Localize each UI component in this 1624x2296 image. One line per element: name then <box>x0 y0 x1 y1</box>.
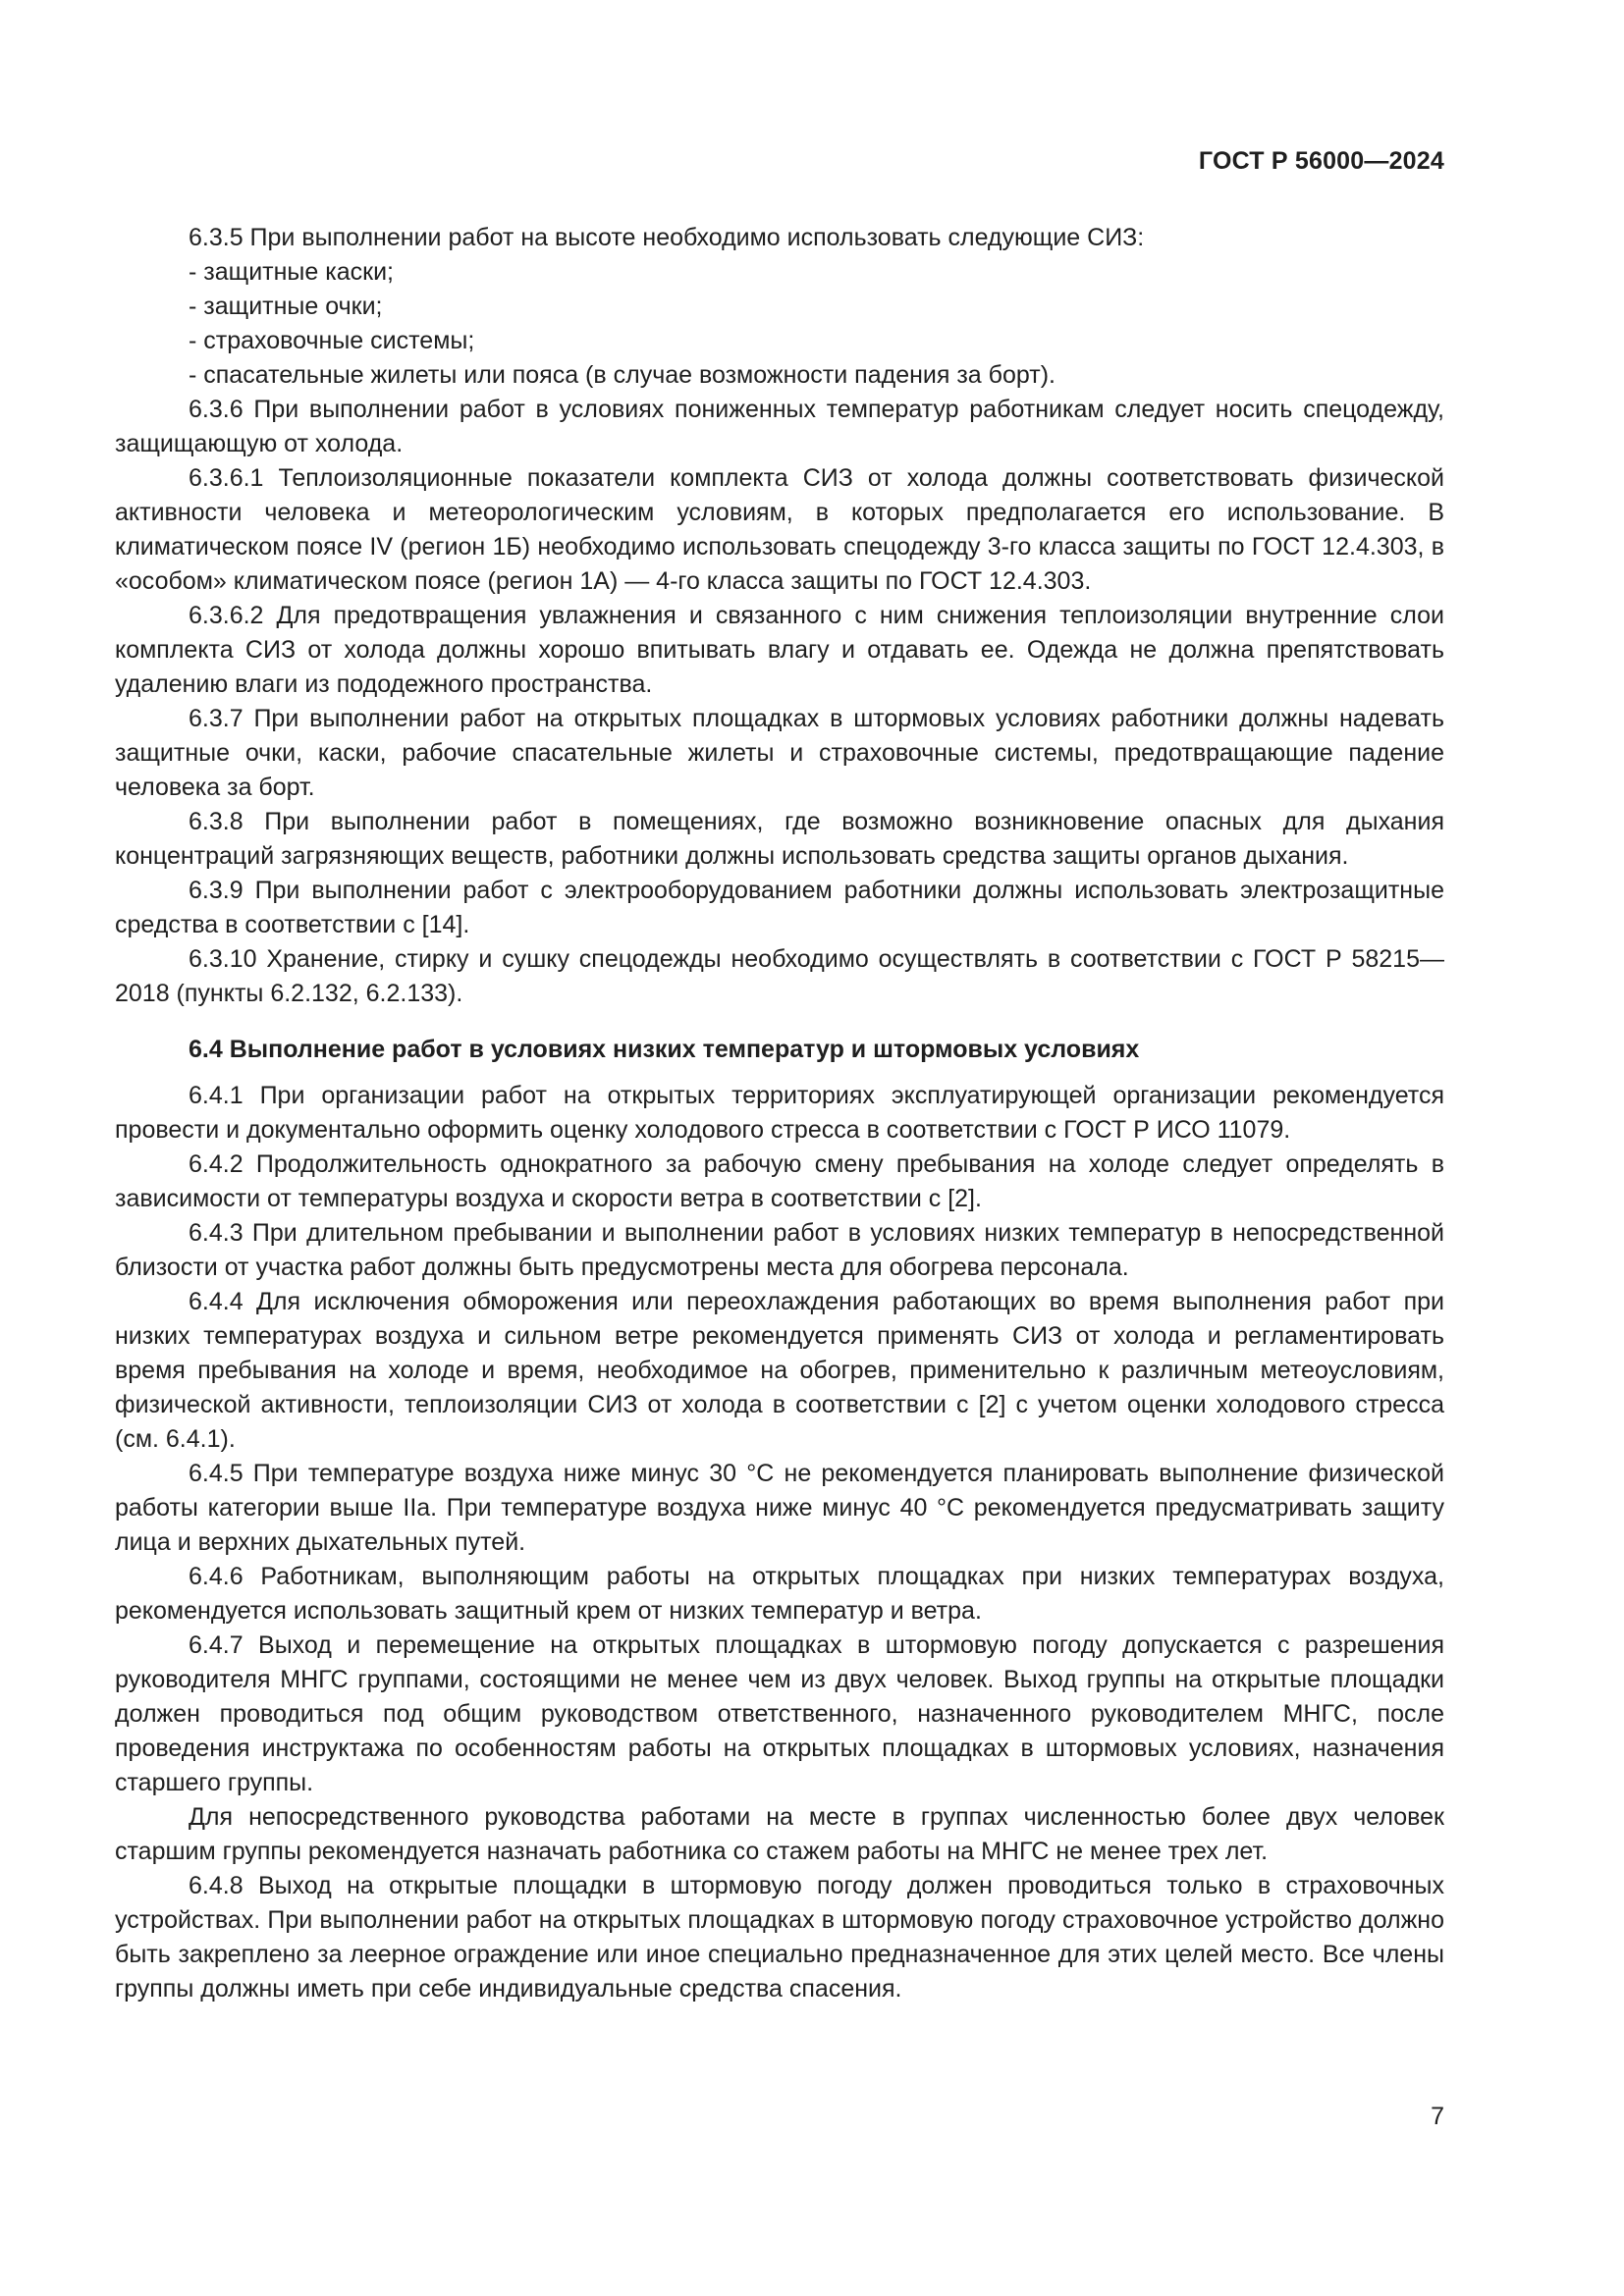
section-heading-6-4: 6.4 Выполнение работ в условиях низких температур и штормовых условиях <box>189 1036 1140 1063</box>
paragraph-6-4-2: 6.4.2 Продолжительность однократного за рабочую смену пребывания на холоде следует определять в зависимости от температуры воздуха и скорости ветра в соответствии с [2]. <box>115 1150 1444 1212</box>
document-body <box>115 221 1444 2006</box>
paragraph-6-4-5: 6.4.5 При температуре воздуха ниже минус 30 °С не рекомендуется планировать выполнение физической работы категории выше IIa. При температуре воздуха ниже минус 40 °С рекомендуется предусматривать защиту лица и верхних дыхательных путей. <box>115 1460 1444 1556</box>
paragraph-6-4-7: 6.4.7 Выход и перемещение на открытых площадках в штормовую погоду допускается с разрешения руководителя МНГС группами, состоящими не менее чем из двух человек. Выход группы на открытые площадки должен проводиться под общим руководством ответственного, назначенного руководителем МНГС, после проведения инструктажа по особенностям работы на открытых площадках в штормовых условиях, назначения старшего группы. <box>115 1631 1444 1796</box>
paragraph-6-3-9: 6.3.9 При выполнении работ с электрооборудованием работники должны использовать электрозащитные средства в соответствии с [14]. <box>115 877 1444 938</box>
document-code-header: ГОСТ Р 56000—2024 <box>1198 147 1444 175</box>
list-item: - защитные каски; <box>189 258 394 286</box>
paragraph-6-3-6-1: 6.3.6.1 Теплоизоляционные показатели комплекта СИЗ от холода должны соответствовать физической активности человека и метеорологическим условиям, в которых предполагается его использование. В климатическом поясе IV (регион 1Б) необходимо использовать спецодежду 3-го класса защиты по ГОСТ 12.4.303, в «особом» климатическом поясе (регион 1А) — 4-го класса защиты по ГОСТ 12.4.303. <box>115 464 1444 595</box>
list-item: - страховочные системы; <box>189 327 475 354</box>
paragraph-6-4-4: 6.4.4 Для исключения обморожения или переохлаждения работающих во время выполнения работ при низких температурах воздуха и сильном ветре рекомендуется применять СИЗ от холода и регламентировать время пребывания на холоде и время, необходимое на обогрев, применительно к различным метеоусловиям, физической активности, теплоизоляции СИЗ от холода в соответствии с [2] с учетом оценки холодового стресса (см. 6.4.1). <box>115 1288 1444 1453</box>
paragraph-6-3-6: 6.3.6 При выполнении работ в условиях пониженных температур работникам следует носить спецодежду, защищающую от холода. <box>115 396 1444 457</box>
paragraph-6-4-7-continuation: Для непосредственного руководства работами на месте в группах численностью более двух человек старшим группы рекомендуется назначать работника со стажем работы на МНГС не менее трех лет. <box>115 1803 1444 1865</box>
list-item: - защитные очки; <box>189 293 383 320</box>
paragraph-6-3-8: 6.3.8 При выполнении работ в помещениях, где возможно возникновение опасных для дыхания концентраций загрязняющих веществ, работники должны использовать средства защиты органов дыхания. <box>115 808 1444 870</box>
paragraph-6-3-6-2: 6.3.6.2 Для предотвращения увлажнения и связанного с ним снижения теплоизоляции внутренние слои комплекта СИЗ от холода должны хорошо впитывать влагу и отдавать ее. Одежда не должна препятствовать удалению влаги из пододежного пространства. <box>115 602 1444 698</box>
page-number: 7 <box>1431 2103 1444 2130</box>
paragraph-6-4-6: 6.4.6 Работникам, выполняющим работы на открытых площадках при низких температурах воздуха, рекомендуется использовать защитный крем от низких температур и ветра. <box>115 1563 1444 1625</box>
paragraph-6-4-3: 6.4.3 При длительном пребывании и выполнении работ в условиях низких температур в непосредственной близости от участка работ должны быть предусмотрены места для обогрева персонала. <box>115 1219 1444 1281</box>
paragraph-6-3-7: 6.3.7 При выполнении работ на открытых площадках в штормовых условиях работники должны надевать защитные очки, каски, рабочие спасательные жилеты и страховочные системы, предотвращающие падение человека за борт. <box>115 705 1444 801</box>
paragraph-6-4-8: 6.4.8 Выход на открытые площадки в штормовую погоду должен проводиться только в страховочных устройствах. При выполнении работ на открытых площадках в штормовую погоду страховочное устройство должно быть закреплено за леерное ограждение или иное специально предназначенное для этих целей место. Все члены группы должны иметь при себе индивидуальные средства спасения. <box>115 1872 1444 2002</box>
paragraph-6-3-5: 6.3.5 При выполнении работ на высоте необходимо использовать следующие СИЗ: <box>189 224 1145 251</box>
list-item: - спасательные жилеты или пояса (в случае возможности падения за борт). <box>189 361 1056 389</box>
paragraph-6-3-10: 6.3.10 Хранение, стирку и сушку спецодежды необходимо осуществлять в соответствии с ГОСТ Р 58215—2018 (пункты 6.2.132, 6.2.133). <box>115 945 1444 1007</box>
paragraph-6-4-1: 6.4.1 При организации работ на открытых территориях эксплуатирующей организации рекомендуется провести и документально оформить оценку холодового стресса в соответствии с ГОСТ Р ИСО 11079. <box>115 1082 1444 1144</box>
